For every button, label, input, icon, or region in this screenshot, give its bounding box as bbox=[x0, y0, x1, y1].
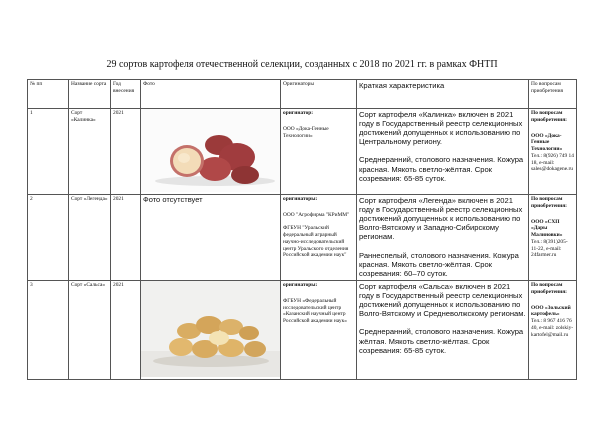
variety-photo bbox=[141, 281, 281, 380]
contacts-label: По вопросам приобретения: bbox=[531, 282, 567, 295]
row-num: 2 bbox=[28, 195, 69, 281]
table-header-row bbox=[28, 80, 577, 109]
col-photo-header: Фото bbox=[141, 80, 281, 109]
characteristics-registry: Сорт картофеля «Легенда» включен в 2021 году в Государственный реестр селекционных достижений допущенных к использованию по Волго-Вятскому и Западно-Сибирскому регионам. bbox=[359, 196, 523, 242]
photo-missing-text: Фото отсутствует bbox=[143, 195, 203, 204]
variety-name: Сорт «Легенда» bbox=[69, 195, 111, 281]
characteristics-cell bbox=[357, 281, 529, 380]
yellow-potatoes-photo-icon bbox=[141, 281, 281, 377]
characteristics-registry: Сорт картофеля «Калинка» включен в 2021 году в Государственный реестр селекционных достижений допущенных к использованию по Центральному региону. bbox=[359, 110, 523, 147]
red-potatoes-photo-icon bbox=[141, 109, 281, 192]
characteristics-traits: Среднеранний, столового назначения. Кожура жёлтая. Мякоть светло-жёлтая. Срок созревания: 65-85 суток. bbox=[359, 327, 524, 355]
originators-label: оригинаторы: bbox=[283, 196, 318, 202]
col-name-header: Название сорта bbox=[69, 80, 111, 109]
characteristics-traits: Раннеспелый, столового назначения. Кожура красная. Мякоть светло-жёлтая. Срок созревания: 60–70 суток. bbox=[359, 250, 519, 278]
contacts-text: Тел.: 8(391)205-11-22, e-mail: 24farmer.ru bbox=[531, 238, 568, 259]
contacts-cell bbox=[529, 195, 577, 281]
contacts-org: ООО «Дока-Генные Технологии» bbox=[531, 132, 563, 152]
col-year-header: Год внесения bbox=[111, 80, 141, 109]
col-contacts-header: По вопросам приобретения bbox=[529, 80, 577, 109]
originators-text: ФГБУН «Федеральный исследовательский центр «Казанский научный центр Российской академии наук» bbox=[283, 297, 347, 324]
variety-photo bbox=[141, 109, 281, 195]
table-row bbox=[28, 109, 577, 195]
variety-year: 2021 bbox=[111, 281, 141, 380]
row-num: 1 bbox=[28, 109, 69, 195]
originators-label: оригинатор: bbox=[283, 110, 314, 116]
originators-cell bbox=[281, 195, 357, 281]
variety-year: 2021 bbox=[111, 195, 141, 281]
characteristics-cell bbox=[357, 195, 529, 281]
variety-photo bbox=[141, 195, 281, 281]
contacts-text: Тел.: 8(926) 749 14 18, e-mail: sales@dokagene.ru bbox=[531, 152, 574, 173]
characteristics-traits: Среднеранний, столового назначения. Кожура красная. Мякоть светло-жёлтая. Срок созревания: 65-85 суток. bbox=[359, 155, 524, 183]
contacts-org: ООО «СХП «Дары Малиновки» bbox=[531, 218, 563, 238]
variety-name: Сорт «Сальса» bbox=[69, 281, 111, 380]
characteristics-registry: Сорт картофеля «Сальса» включен в 2021 году в Государственный реестр селекционных достижений допущенных к использованию по Волго-Вятскому и Средневолжскому регионам. bbox=[359, 282, 526, 319]
originators-label: оригинаторы: bbox=[283, 282, 318, 288]
contacts-label: По вопросам приобретения: bbox=[531, 196, 567, 209]
col-num-header: № пп bbox=[28, 80, 69, 109]
originators-cell bbox=[281, 281, 357, 380]
table-row bbox=[28, 195, 577, 281]
variety-name: Сорт «Калинка» bbox=[69, 109, 111, 195]
characteristics-cell bbox=[357, 109, 529, 195]
col-originators-header: Оригинаторы bbox=[281, 80, 357, 109]
row-num: 3 bbox=[28, 281, 69, 380]
originators-text: ООО «Дока-Генные Технологии» bbox=[283, 125, 329, 139]
variety-year: 2021 bbox=[111, 109, 141, 195]
contacts-org: ООО «Зольский картофель» bbox=[531, 304, 571, 318]
varieties-table bbox=[27, 79, 577, 380]
contacts-text: Тел.: 8 967 416 76 40, e-mail: zolskiy-kartofel@mail.ru bbox=[531, 318, 574, 338]
contacts-cell bbox=[529, 109, 577, 195]
originators-cell bbox=[281, 109, 357, 195]
col-characteristics-header: Краткая характеристика bbox=[357, 80, 529, 109]
table-row bbox=[28, 281, 577, 380]
originators-text: ООО "Агрофирма "КРиММ" ФГБУН "Уральский федеральный аграрный научно-исследовательский центр Уральского отделения Российской академии наук" bbox=[283, 211, 350, 259]
contacts-label: По вопросам приобретения: bbox=[531, 110, 567, 123]
contacts-cell bbox=[529, 281, 577, 380]
document-title: 29 сортов картофеля отечественной селекции, созданных с 2018 по 2021 гг. в рамках ФНТП bbox=[106, 59, 498, 70]
